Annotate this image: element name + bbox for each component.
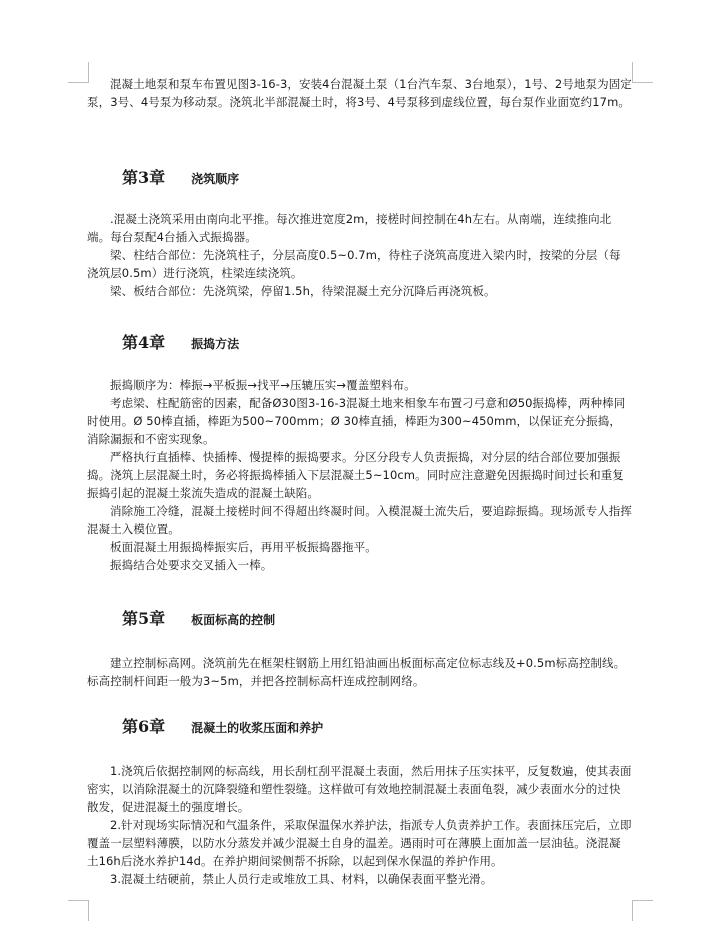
chapter-4-body: [87, 376, 632, 574]
paragraph: 3.混凝土结硬前，禁止人员行走或堆放工具、材料，以确保表面平整光滑。: [110, 872, 493, 886]
chapter-4-heading: [122, 330, 239, 353]
paragraph: 2.针对现场实际情况和气温条件，采取保温保水养护法，指派专人负责养护工作。表面抹压完后，立即覆盖一层塑料薄膜，以防水分蒸发并减少混凝土自身的温差。遇雨时可在薄膜上面加盖一层油毡。浇混凝土16h后浇水养护14d。在养护期间梁侧帮不拆除，以起到保水保温的养护作用。: [87, 818, 632, 868]
paragraph: 板面混凝土用振捣棒振实后，再用平板振捣器拖平。: [110, 540, 377, 554]
chapter-number: 第6章: [122, 717, 166, 736]
chapter-6-body: [87, 762, 632, 888]
paragraph: 消除施工冷缝，混凝土接槎时间不得超出终凝时间。入模混凝土流失后，要追踪振捣。现场派专人指挥混凝土入模位置。: [87, 504, 632, 536]
chapter-number: 第4章: [122, 333, 166, 352]
chapter-5-body: [87, 654, 632, 690]
paragraph: 严格执行直插棒、快插棒、慢提棒的振捣要求。分区分段专人负责振捣，对分层的结合部位要加强振捣。浇筑上层混凝土时，务必将振捣棒插入下层混凝土5~10cm。同时应注意避免因振捣时间过长和重复振捣引起的混凝土浆流失造成的混凝土缺陷。: [87, 450, 624, 500]
paragraph: .混凝土浇筑采用由南向北平推。每次推进宽度2m，接槎时间控制在4h左右。从南端，连续推向北端。每台泵配4台插入式振捣器。: [87, 212, 612, 244]
chapter-5-heading: [122, 606, 275, 629]
chapter-title: 浇筑顺序: [191, 172, 240, 186]
paragraph: 梁、板结合部位：先浇筑梁，停留1.5h，待梁混凝土充分沉降后再浇筑板。: [110, 284, 496, 298]
chapter-title: 振捣方法: [191, 337, 240, 351]
chapter-number: 第5章: [122, 609, 166, 628]
crop-mark-bottom-right: [632, 900, 653, 921]
paragraph: 考虑梁、柱配筋密的因素，配备Ø30图3-16-3混凝土地来相象车布置刁弓意和Ø50振捣棒，两种棒同时使用。Ø 50棒直插，棒距为500~700mm；Ø 30棒直插，棒距为300~450mm，以保证充分振捣，消除漏振和不密实现象。: [87, 396, 626, 446]
chapter-number: 第3章: [122, 168, 166, 187]
paragraph: 1.浇筑后依据控制网的标高线，用长刮杠刮平混凝土表面，然后用抹子压实抹平，反复数遍，使其表面密实，以消除混凝土的沉降裂缝和塑性裂缝。这样做可有效地控制混凝土表面龟裂，减少表面水分的过快散发，促进混凝土的强度增长。: [87, 764, 632, 814]
chapter-3-heading: [122, 165, 239, 188]
crop-mark-bottom-left: [68, 900, 89, 921]
paragraph: 振捣结合处要求交叉插入一棒。: [110, 558, 273, 572]
paragraph: 梁、柱结合部位：先浇筑柱子，分层高度0.5~0.7m，待柱子浇筑高度进入梁内时，按梁的分层（每浇筑层0.5m）进行浇筑，柱梁连续浇筑。: [87, 248, 621, 280]
chapter-3-body: [87, 210, 632, 300]
paragraph: 振捣顺序为：棒振→平板振→找平→压辘压实→覆盖塑料布。: [110, 378, 416, 392]
chapter-title: 混凝土的收浆压面和养护: [191, 721, 324, 735]
intro-text: [87, 75, 632, 111]
crop-mark-top-left: [68, 62, 89, 83]
crop-mark-top-right: [632, 62, 653, 83]
chapter-6-heading: [122, 714, 323, 737]
chapter-title: 板面标高的控制: [191, 613, 276, 627]
paragraph: 建立控制标高网。浇筑前先在框架柱钢筋上用红铅油画出板面标高定位标志线及+0.5m标高控制线。标高控制杆间距一般为3~5m，并把各控制标高杆连成控制网络。: [87, 656, 626, 688]
paragraph: 混凝土地泵和泵车布置见图3-16-3，安装4台混凝土泵（1台汽车泵、3台地泵），1号、2号地泵为固定泵，3号、4号泵为移动泵。浇筑北半部混凝土时，将3号、4号泵移到虚线位置，每台泵作业面宽约17m。: [87, 77, 632, 109]
